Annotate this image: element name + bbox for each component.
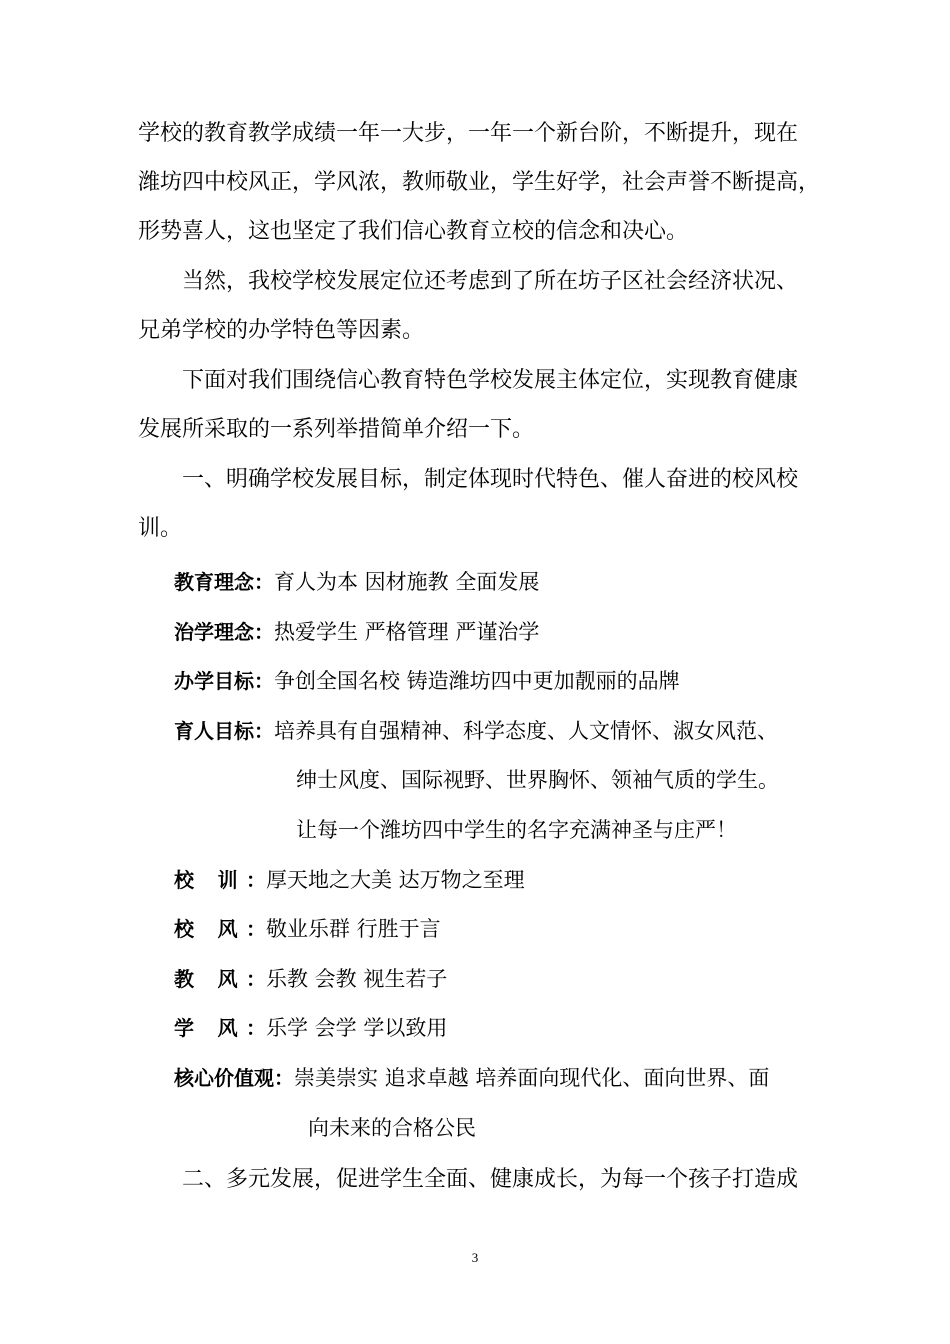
- text-line: 形势喜人，这也坚定了我们信心教育立校的信念和决心。: [138, 219, 689, 244]
- item-label-char: 训：: [217, 868, 266, 892]
- item-continuation-line: 绅士风度、国际视野、世界胸怀、领袖气质的学生。: [296, 768, 779, 792]
- item-study-ethos: [174, 1004, 824, 1053]
- item-value: 乐教 会教 视生若子: [266, 967, 448, 991]
- section-heading-2: [138, 1155, 828, 1204]
- text-line: 一、明确学校发展目标，制定体现时代特色、催人奋进的校风校: [182, 467, 799, 492]
- page-number: 3: [471, 1250, 479, 1265]
- item-label: 治学理念：: [174, 620, 274, 644]
- item-label-char: 校: [174, 917, 203, 941]
- text-line: 兄弟学校的办学特色等因素。: [138, 318, 425, 343]
- item-label-char: 校: [174, 868, 203, 892]
- text-line: 发展所采取的一系列举措简单介绍一下。: [138, 417, 535, 442]
- item-core-values: [174, 1054, 824, 1103]
- item-value: 敬业乐群 行胜于言: [266, 917, 441, 941]
- item-value: 热爱学生 严格管理 严谨治学: [274, 620, 540, 644]
- paragraph-continuation: [138, 109, 828, 256]
- item-value: 乐学 会学 学以致用: [266, 1016, 448, 1040]
- item-teaching-ethos: [174, 955, 824, 1004]
- item-value: 育人为本 因材施教 全面发展: [274, 570, 540, 594]
- section-heading-1: [138, 455, 828, 553]
- paragraph-intro-measures: [138, 356, 828, 454]
- text-line: 当然，我校学校发展定位还考虑到了所在坊子区社会经济状况、: [182, 269, 799, 294]
- item-label: 核心价值观：: [174, 1066, 294, 1090]
- text-line: 二、多元发展，促进学生全面、健康成长，为每一个孩子打造成: [182, 1167, 799, 1192]
- item-label: 育人目标：: [174, 719, 274, 743]
- item-value: 争创全国名校 铸造潍坊四中更加靓丽的品牌: [274, 669, 680, 693]
- text-line: 训。: [138, 516, 183, 541]
- item-label-char: 风：: [217, 1016, 266, 1040]
- item-continuation-line: 让每一个潍坊四中学生的名字充满神圣与庄严！: [296, 818, 737, 842]
- item-governance-philosophy: [174, 608, 824, 657]
- item-education-goal: [174, 707, 824, 756]
- item-school-ethos: [174, 905, 824, 954]
- item-label-char: 教: [174, 967, 203, 991]
- item-value: 培养具有自强精神、科学态度、人文情怀、淑女风范、: [274, 719, 778, 743]
- item-education-philosophy: [174, 558, 824, 607]
- item-value: 崇美崇实 追求卓越 培养面向现代化、面向世界、面: [294, 1066, 770, 1090]
- item-school-goal: [174, 657, 824, 706]
- text-line: 下面对我们围绕信心教育特色学校发展主体定位，实现教育健康: [182, 368, 799, 393]
- item-label: 教育理念：: [174, 570, 274, 594]
- item-label-char: 风：: [217, 967, 266, 991]
- item-school-motto: [174, 856, 824, 905]
- item-value: 厚天地之大美 达万物之至理: [266, 868, 525, 892]
- item-continuation-line: 向未来的合格公民: [308, 1116, 476, 1140]
- paragraph-location-factors: [138, 257, 828, 355]
- text-line: 学校的教育教学成绩一年一大步，一年一个新台阶，不断提升，现在: [138, 121, 799, 146]
- item-label: 办学目标：: [174, 669, 274, 693]
- item-label-char: 学: [174, 1016, 203, 1040]
- item-label-char: 风：: [217, 917, 266, 941]
- text-line: 潍坊四中校风正，学风浓，教师敬业，学生好学，社会声誉不断提高，: [138, 170, 821, 195]
